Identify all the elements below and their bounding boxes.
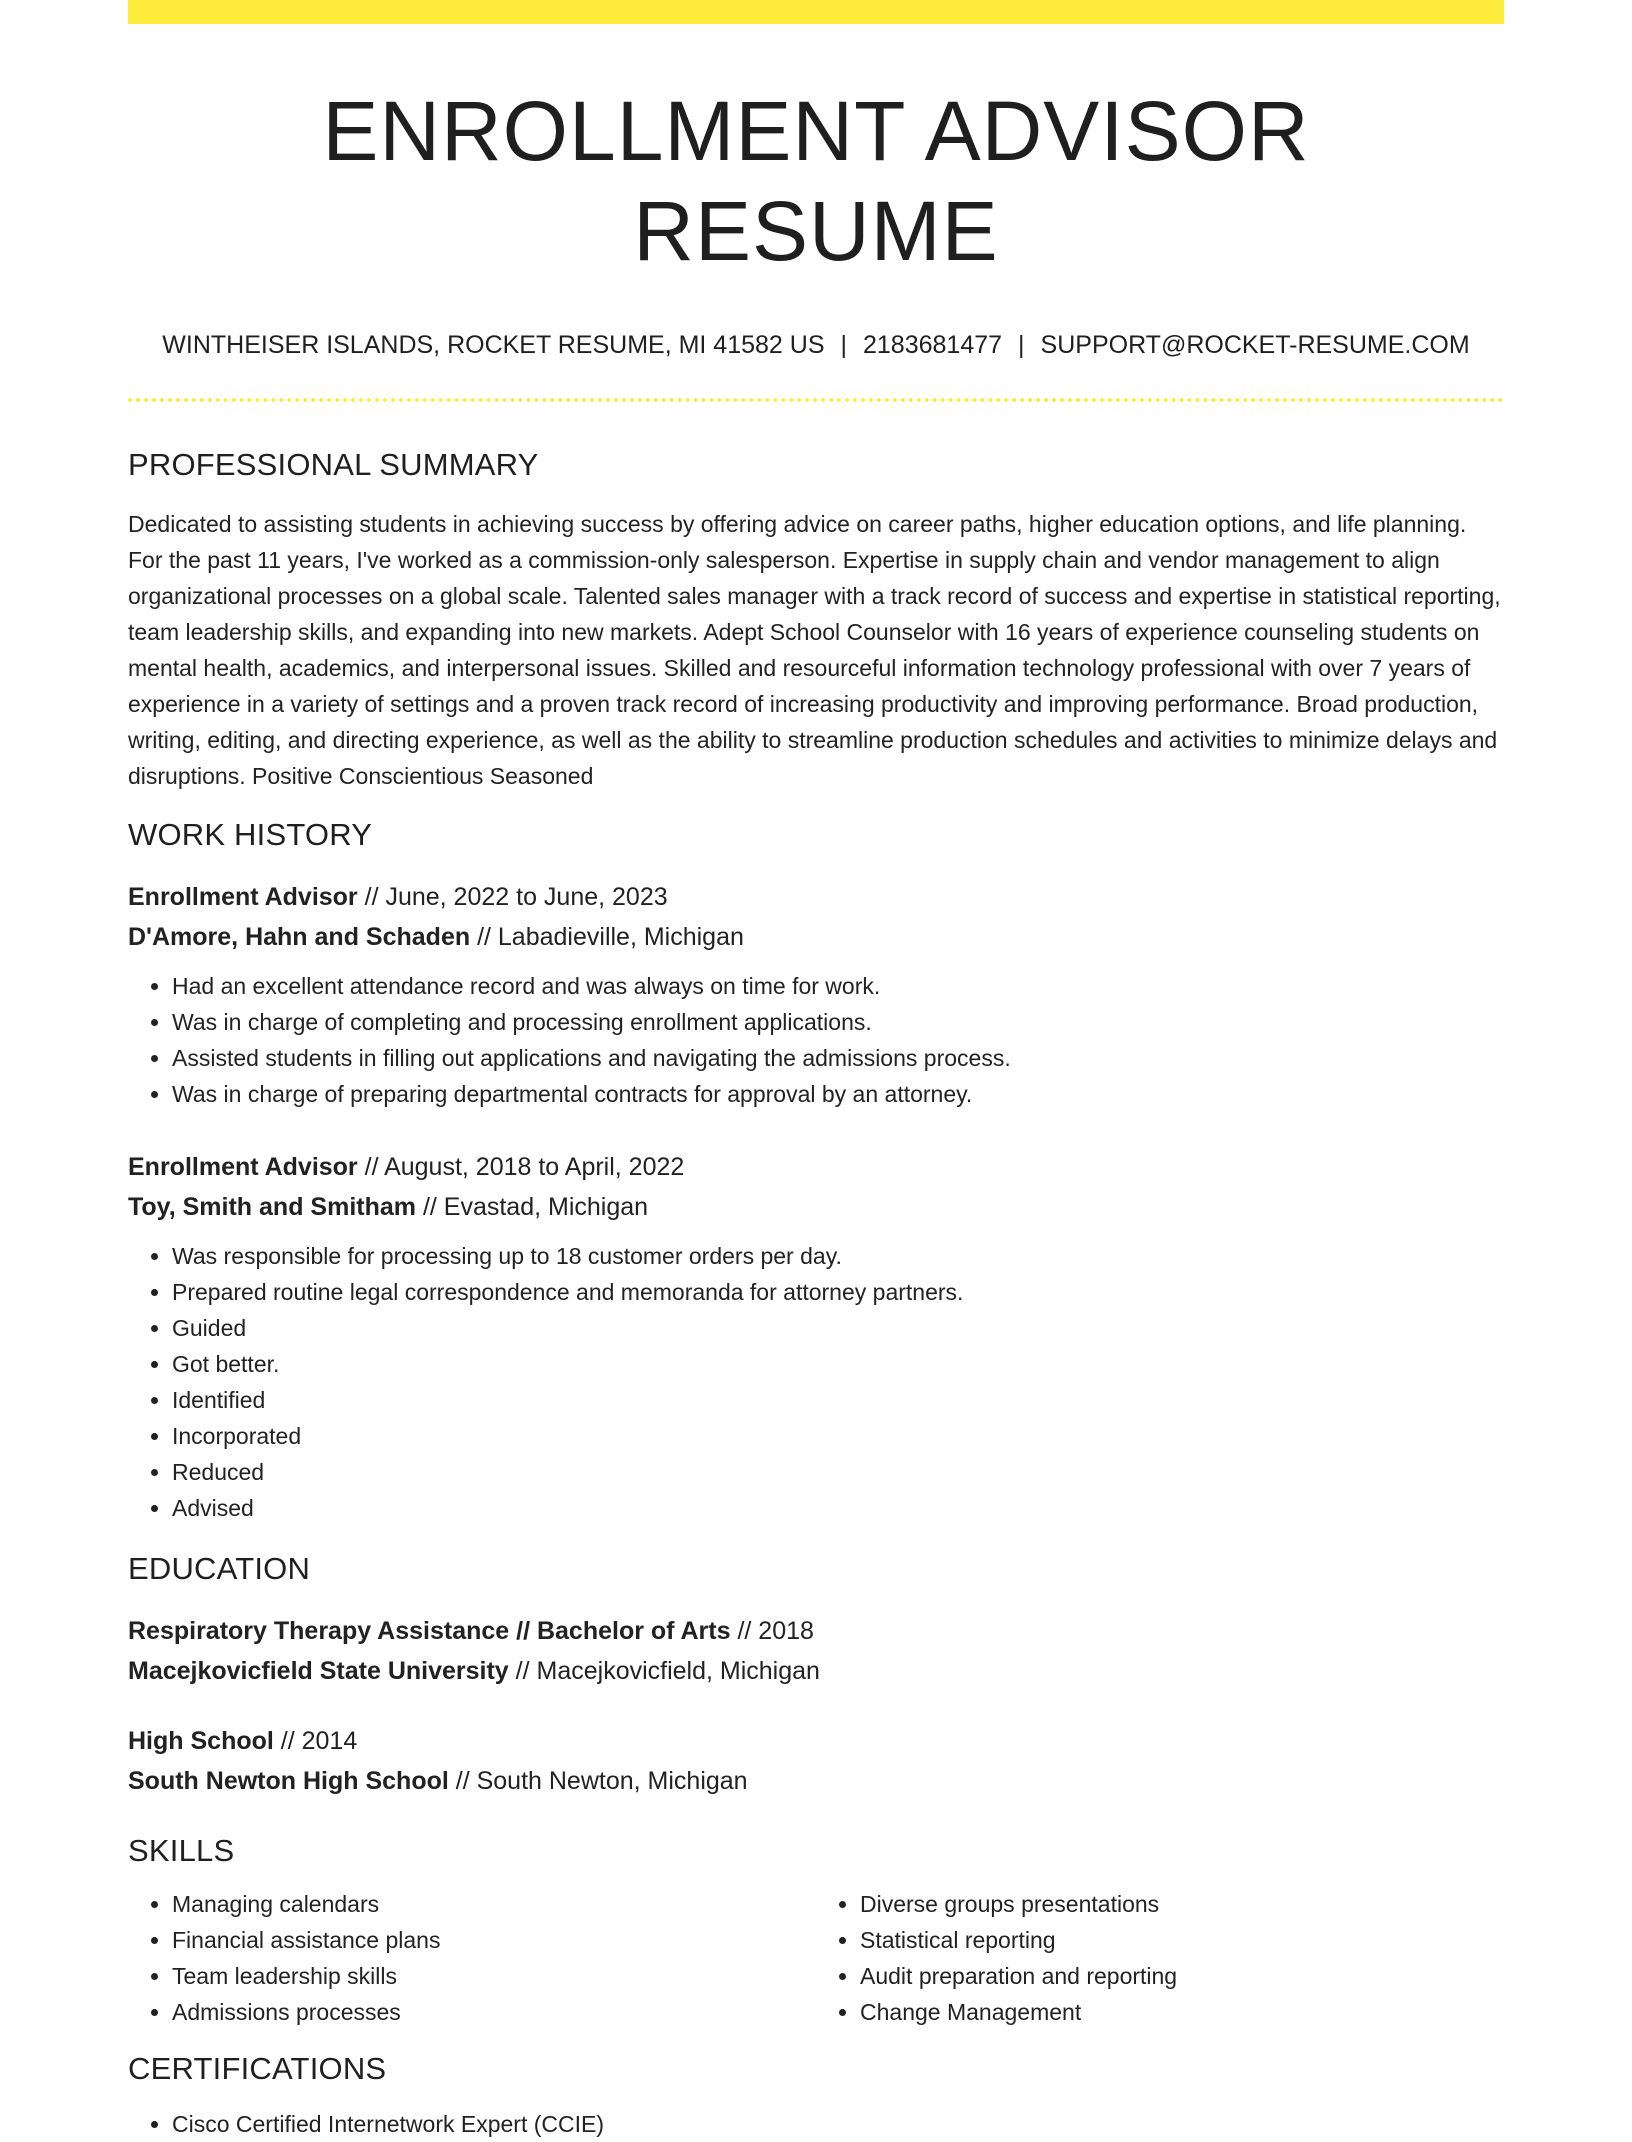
list-item: • Advised	[172, 1490, 1504, 1526]
list-item: • Assisted students in filling out applications and navigating the admissions process.	[172, 1040, 1504, 1076]
job-company: D'Amore, Hahn and Schaden	[128, 923, 471, 951]
certifications-list	[128, 2106, 1504, 2142]
skills-grid	[128, 1886, 1504, 2030]
list-item: • Admissions processes	[172, 1994, 816, 2030]
job-company-line	[128, 918, 1504, 956]
skills-column-right	[816, 1886, 1504, 2030]
summary-text: Dedicated to assisting students in achieving success by offering advice on career paths, higher education options, and life planning. For the past 11 years, I've worked as a commission-only salesperson. Expertise in supply chain and vendor management to align organizational processes on a global scale. Talented sales manager with a track record of success and expertise in statistical reporting, team leadership skills, and expanding into new markets. Adept School Counselor with 16 years of experience counseling students on mental health, academics, and interpersonal issues. Skilled and resourceful information technology professional with over 7 years of experience in a variety of settings and a proven track record of increasing productivity and improving performance. Broad production, writing, editing, and directing experience, as well as the ability to streamline production schedules and activities to minimize delays and disruptions. Positive Conscientious Seasoned	[128, 511, 1501, 789]
graduation-year: // 2014	[273, 1727, 358, 1755]
job-title-line	[128, 1148, 1504, 1186]
school-location: // Macejkovicfield, Michigan	[508, 1657, 820, 1685]
job-entry	[128, 1148, 1504, 1526]
dotted-divider	[128, 398, 1504, 402]
education-entry	[128, 1722, 1504, 1800]
list-item: • Got better.	[172, 1346, 1504, 1382]
degree-line	[128, 1722, 1504, 1760]
education-entry	[128, 1612, 1504, 1690]
certifications-heading: CERTIFICATIONS	[128, 2051, 387, 2086]
contact-line	[128, 329, 1504, 361]
accent-top-bar	[128, 0, 1504, 24]
contact-separator: |	[840, 331, 847, 359]
school-name: South Newton High School	[128, 1767, 449, 1795]
school-name: Macejkovicfield State University	[128, 1657, 509, 1685]
job-dates: // August, 2018 to April, 2022	[357, 1153, 685, 1181]
job-title: Enrollment Advisor	[128, 1153, 358, 1181]
skills-heading: SKILLS	[128, 1833, 235, 1868]
job-entry	[128, 878, 1504, 1112]
degree-line	[128, 1612, 1504, 1650]
degree: Respiratory Therapy Assistance // Bachelor of Arts	[128, 1617, 731, 1645]
job-dates: // June, 2022 to June, 2023	[357, 883, 668, 911]
list-item: • Diverse groups presentations	[860, 1886, 1504, 1922]
job-title: Enrollment Advisor	[128, 883, 358, 911]
degree: High School	[128, 1727, 274, 1755]
list-item: • Guided	[172, 1310, 1504, 1346]
list-item: • Cisco Certified Internetwork Expert (CCIE)	[172, 2106, 1504, 2142]
list-item: • Team leadership skills	[172, 1958, 816, 1994]
job-location: // Evastad, Michigan	[416, 1193, 649, 1221]
resume-title: ENROLLMENT ADVISOR RESUME	[322, 84, 1310, 278]
list-item: • Identified	[172, 1382, 1504, 1418]
contact-separator: |	[1018, 331, 1025, 359]
job-title-line	[128, 878, 1504, 916]
list-item: • Audit preparation and reporting	[860, 1958, 1504, 1994]
list-item: • Prepared routine legal correspondence and memoranda for attorney partners.	[172, 1274, 1504, 1310]
list-item: • Had an excellent attendance record and was always on time for work.	[172, 968, 1504, 1004]
list-item: • Reduced	[172, 1454, 1504, 1490]
list-item: • Change Management	[860, 1994, 1504, 2030]
contact-email: SUPPORT@ROCKET-RESUME.COM	[1040, 331, 1470, 359]
job-company-line	[128, 1188, 1504, 1226]
school-line	[128, 1762, 1504, 1800]
list-item: • Was in charge of preparing departmental contracts for approval by an attorney.	[172, 1076, 1504, 1112]
school-line	[128, 1652, 1504, 1690]
skills-column-left	[128, 1886, 816, 2030]
work-history-heading: WORK HISTORY	[128, 817, 373, 852]
school-location: // South Newton, Michigan	[448, 1767, 748, 1795]
list-item: • Managing calendars	[172, 1886, 816, 1922]
job-location: // Labadieville, Michigan	[470, 923, 744, 951]
job-bullets	[128, 968, 1504, 1112]
education-heading: EDUCATION	[128, 1551, 311, 1586]
list-item: • Statistical reporting	[860, 1922, 1504, 1958]
summary-heading: PROFESSIONAL SUMMARY	[128, 447, 539, 482]
resume-page	[128, 0, 1504, 2142]
list-item: • Was in charge of completing and processing enrollment applications.	[172, 1004, 1504, 1040]
contact-address: WINTHEISER ISLANDS, ROCKET RESUME, MI 41582 US	[162, 331, 825, 359]
list-item: • Financial assistance plans	[172, 1922, 816, 1958]
job-bullets	[128, 1238, 1504, 1526]
list-item: • Was responsible for processing up to 18 customer orders per day.	[172, 1238, 1504, 1274]
graduation-year: // 2018	[730, 1617, 814, 1645]
job-company: Toy, Smith and Smitham	[128, 1193, 416, 1221]
contact-phone: 2183681477	[863, 331, 1003, 359]
list-item: • Incorporated	[172, 1418, 1504, 1454]
